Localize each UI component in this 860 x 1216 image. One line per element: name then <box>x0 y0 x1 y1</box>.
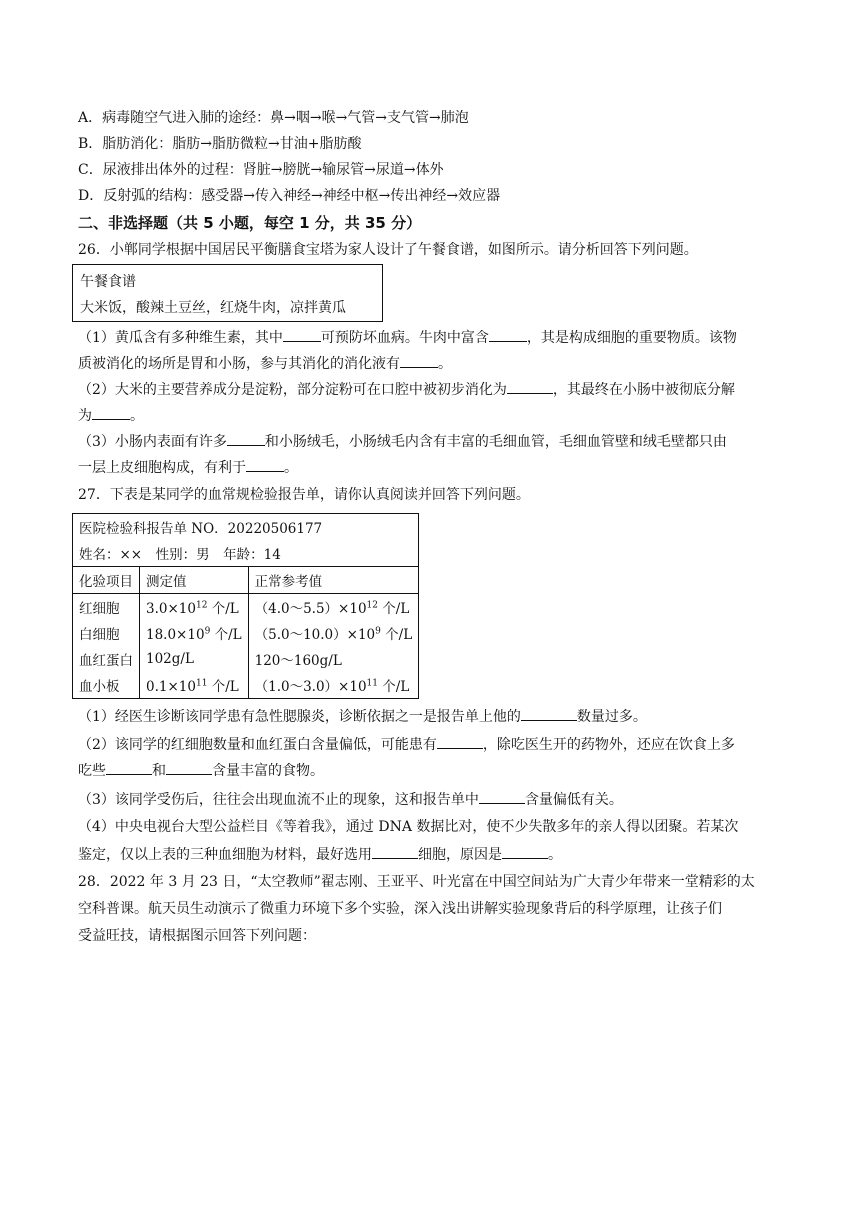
q27-part2-line2 <box>78 760 324 781</box>
text: 可预防坏血病。牛肉中富含 <box>320 330 489 346</box>
q26-part3-line1 <box>78 431 727 452</box>
ref-base: （4.0～5.5）×10 <box>254 601 367 617</box>
answer-blank <box>521 706 577 721</box>
q26-part3-line2 <box>78 457 298 478</box>
answer-blank <box>507 379 553 394</box>
text: 一层上皮细胞构成，有利于 <box>78 460 246 476</box>
row-item: 血小板 <box>73 672 140 699</box>
q28-line2: 空科普课。航天员生动演示了微重力环境下多个实验，深入浅出讲解实验现象背后的科学原理，让孩子们 <box>78 901 722 917</box>
text: 质被消化的场所是胃和小肠，参与其消化的消化液有 <box>78 356 400 372</box>
row-item: 红细胞 <box>73 594 140 621</box>
report-patient-info: 姓名：×× 性别：男 年龄：14 <box>73 540 419 567</box>
q28-line3: 受益旺技，请根据图示回答下列问题： <box>78 928 316 944</box>
q27-part3 <box>78 789 623 810</box>
header-item: 化验项目 <box>73 567 140 594</box>
q27-part4-line1: （4）中央电视台大型公益栏目《等着我》，通过 DNA 数据比对，使不少失散多年的亲人得以团聚。若某次 <box>78 819 739 835</box>
value-base: 3.0×10 <box>146 601 196 617</box>
value-exp: 11 <box>195 678 208 689</box>
answer-blank <box>246 457 284 472</box>
answer-blank <box>489 327 527 342</box>
text: 细胞，原因是 <box>418 847 502 863</box>
row-reference <box>248 594 419 621</box>
answer-blank <box>166 760 212 775</box>
answer-blank <box>106 760 152 775</box>
text: 和小肠绒毛，小肠绒毛内含有丰富的毛细血管，毛细血管壁和绒毛壁都只由 <box>264 434 727 450</box>
header-reference: 正常参考值 <box>248 567 419 594</box>
ref-unit: 个/L <box>378 679 410 695</box>
ref-unit: 个/L <box>380 627 413 643</box>
row-value <box>140 646 249 672</box>
text: （1）黄瓜含有多种维生素，其中 <box>78 330 283 346</box>
q27-part4-line2 <box>78 844 562 865</box>
text: 。 <box>284 460 298 476</box>
q27-stem: 27．下表是某同学的血常规检验报告单，请你认真阅读并回答下列问题。 <box>78 487 530 503</box>
answer-blank <box>372 844 418 859</box>
text: 数量过多。 <box>576 709 647 725</box>
ref-base: （1.0～3.0）×10 <box>254 679 367 695</box>
value-base: 102g/L <box>146 651 194 667</box>
value-exp: 9 <box>204 626 211 637</box>
report-title: 医院检验科报告单 NO．20220506177 <box>73 514 419 541</box>
answer-blank <box>437 734 483 749</box>
value-base: 0.1×10 <box>146 679 196 695</box>
answer-blank <box>227 431 265 446</box>
lunch-menu-box <box>72 264 383 322</box>
answer-blank <box>283 327 321 342</box>
table-row <box>73 594 419 621</box>
text: 。 <box>438 356 452 372</box>
text: ，除吃医生开的药物外，还应在饮食上多 <box>482 737 735 753</box>
text: （2）该同学的红细胞数量和血红蛋白含量偏低，可能患有 <box>78 737 437 753</box>
value-unit: 个/L <box>210 627 242 643</box>
text: 含量丰富的食物。 <box>212 763 324 779</box>
menu-title: 午餐食谱 <box>80 274 136 290</box>
text: ，其最终在小肠中被彻底分解 <box>552 382 735 398</box>
q28-line1: 28．2022 年 3 月 23 日，“太空教师”翟志刚、王亚平、叶光富在中国空间站为广大青少年带来一堂精彩的太 <box>78 874 755 890</box>
text: 吃些 <box>78 763 106 779</box>
ref-base: 120～160g/L <box>254 653 342 669</box>
row-value <box>140 620 249 646</box>
row-value <box>140 594 249 621</box>
text: 为 <box>78 408 92 424</box>
q27-part1 <box>78 706 647 727</box>
table-row <box>73 646 419 672</box>
text: 含量偏低有关。 <box>524 792 623 808</box>
row-item: 白细胞 <box>73 620 140 646</box>
text: 和 <box>152 763 166 779</box>
table-row <box>73 672 419 699</box>
option-c: C．尿液排出体外的过程：肾脏→膀胱→输尿管→尿道→体外 <box>78 162 444 178</box>
q26-part2-line1 <box>78 379 735 400</box>
ref-unit: 个/L <box>378 601 410 617</box>
option-b: B．脂肪消化：脂肪→脂肪微粒→甘油+脂肪酸 <box>78 136 362 152</box>
value-base: 18.0×10 <box>146 627 205 643</box>
text: 鉴定，仅以上表的三种血细胞为材料，最好选用 <box>78 847 372 863</box>
text: （3）小肠内表面有许多 <box>78 434 227 450</box>
q26-part1-line2 <box>78 353 452 374</box>
ref-exp: 11 <box>366 678 378 689</box>
section-title: 二、非选择题（共 5 小题，每空 1 分，共 35 分） <box>78 214 422 232</box>
row-reference <box>248 672 419 699</box>
ref-exp: 9 <box>375 626 381 637</box>
row-item: 血红蛋白 <box>73 646 140 672</box>
text: （1）经医生诊断该同学患有急性腮腺炎，诊断依据之一是报告单上他的 <box>78 709 521 725</box>
answer-blank <box>92 405 130 420</box>
text: 。 <box>548 847 562 863</box>
ref-exp: 12 <box>366 600 378 611</box>
table-row <box>73 620 419 646</box>
row-reference <box>248 646 419 672</box>
text: ，其是构成细胞的重要物质。该物 <box>526 330 737 346</box>
header-value: 测定值 <box>140 567 249 594</box>
answer-blank <box>502 844 548 859</box>
q26-part1-line1 <box>78 327 737 348</box>
option-d: D．反射弧的结构：感受器→传入神经→神经中枢→传出神经→效应器 <box>78 188 501 204</box>
text: 。 <box>130 408 144 424</box>
text: （2）大米的主要营养成分是淀粉，部分淀粉可在口腔中被初步消化为 <box>78 382 507 398</box>
menu-items: 大米饭，酸辣土豆丝，红烧牛肉，凉拌黄瓜 <box>80 300 346 316</box>
q26-stem: 26．小郸同学根据中国居民平衡膳食宝塔为家人设计了午餐食谱，如图所示。请分析回答下列问题。 <box>78 242 698 258</box>
value-exp: 12 <box>195 600 208 611</box>
row-value <box>140 672 249 699</box>
answer-blank <box>479 789 525 804</box>
table-header-row <box>73 567 419 594</box>
text: （3）该同学受伤后，往往会出现血流不止的现象，这和报告单中 <box>78 792 479 808</box>
q27-part2-line1 <box>78 734 735 755</box>
q26-part2-line2 <box>78 405 144 426</box>
answer-blank <box>400 353 438 368</box>
blood-report-table <box>72 513 419 699</box>
option-a: A．病毒随空气进入肺的途经：鼻→咽→喉→气管→支气管→肺泡 <box>78 110 469 126</box>
value-unit: 个/L <box>207 679 239 695</box>
row-reference <box>248 620 419 646</box>
ref-base: （5.0～10.0）×10 <box>254 627 376 643</box>
value-unit: 个/L <box>207 601 239 617</box>
